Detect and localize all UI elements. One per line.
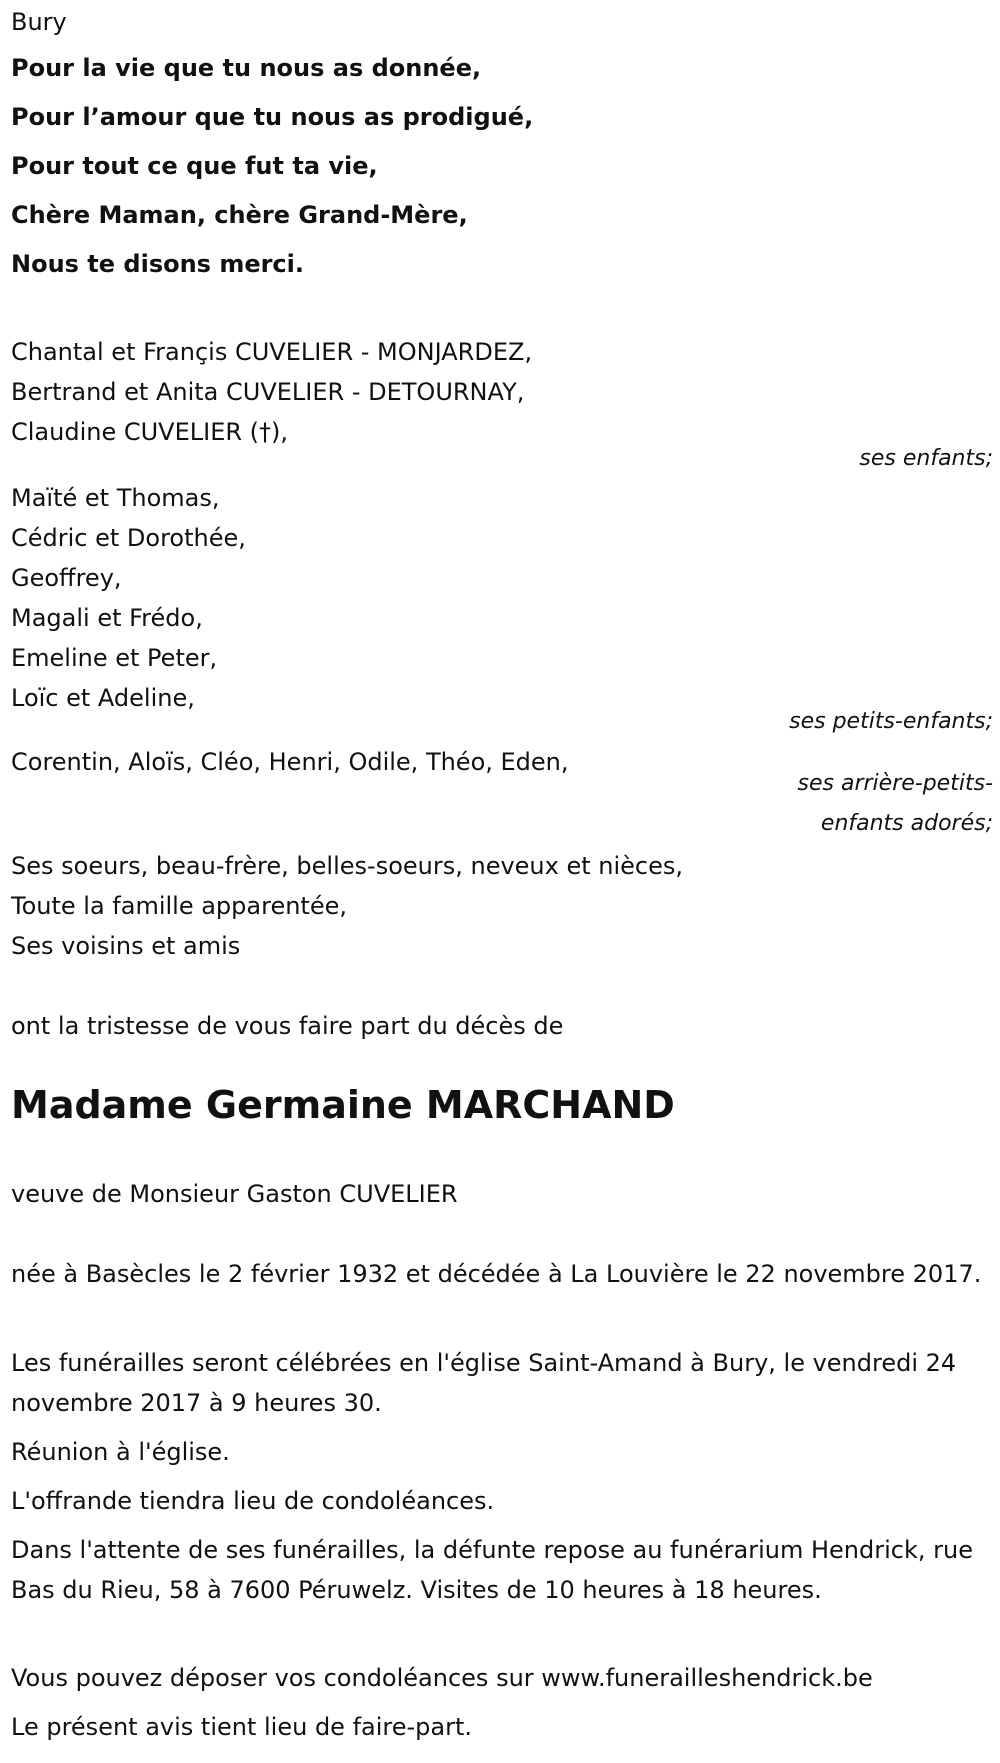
poem-line: Nous te disons merci. — [11, 250, 305, 278]
meeting-paragraph: Réunion à l'église. — [11, 1438, 230, 1466]
grandchild-name: Emeline et Peter, — [11, 644, 218, 672]
poem-line: Pour la vie que tu nous as donnée, — [11, 54, 482, 82]
offering-paragraph: L'offrande tiendra lieu de condoléances. — [11, 1487, 495, 1515]
great-grandchildren-role-line: enfants adorés; — [820, 811, 993, 836]
grandchild-name: Loïc et Adeline, — [11, 684, 195, 712]
poem-block — [11, 44, 533, 289]
poem-line: Chère Maman, chère Grand-Mère, — [11, 201, 468, 229]
visitation-paragraph: Dans l'attente de ses funérailles, la défunte repose au funérarium Hendrick, rue Bas du Rieu, 58 à 7600 Péruwelz. Visites de 10 heures à 18 heures. — [11, 1536, 973, 1604]
children-list — [11, 332, 532, 452]
children-role: ses enfants; — [859, 446, 993, 471]
child-name: Claudine CUVELIER (†), — [11, 418, 289, 446]
deceased-name: Madame Germaine MARCHAND — [11, 1083, 675, 1127]
grandchild-name: Cédric et Dorothée, — [11, 524, 246, 552]
great-grandchildren-role-line: ses arrière-petits- — [797, 771, 993, 796]
child-name: Chantal et Françis CUVELIER - MONJARDEZ, — [11, 338, 533, 366]
grandchild-name: Geoffrey, — [11, 564, 122, 592]
poem-line: Pour tout ce que fut ta vie, — [11, 152, 378, 180]
funeral-paragraph: Les funérailles seront célébrées en l'église Saint-Amand à Bury, le vendredi 24 novembre 2017 à 9 heures 30. — [11, 1349, 957, 1417]
grandchild-name: Magali et Frédo, — [11, 604, 203, 632]
spouse-line: veuve de Monsieur Gaston CUVELIER — [11, 1180, 458, 1208]
others-line: Ses soeurs, beau-frère, belles-soeurs, neveux et nièces, — [11, 852, 684, 880]
others-line: Ses voisins et amis — [11, 932, 241, 960]
grandchild-name: Maïté et Thomas, — [11, 484, 220, 512]
announcement-text: ont la tristesse de vous faire part du décès de — [11, 1012, 564, 1040]
birth-death-paragraph: née à Basècles le 2 février 1932 et décédée à La Louvière le 22 novembre 2017. — [11, 1260, 982, 1288]
great-grandchildren-names: Corentin, Aloïs, Cléo, Henri, Odile, Théo, Eden, — [11, 748, 569, 776]
poem-line: Pour l’amour que tu nous as prodigué, — [11, 103, 534, 131]
child-name: Bertrand et Anita CUVELIER - DETOURNAY, — [11, 378, 525, 406]
grandchildren-role: ses petits-enfants; — [789, 709, 993, 734]
others-list — [11, 846, 683, 966]
grandchildren-list — [11, 478, 246, 718]
others-line: Toute la famille apparentée, — [11, 892, 347, 920]
condolences-paragraph: Vous pouvez déposer vos condoléances sur www.funerailleshendrick.be — [11, 1664, 873, 1692]
great-grandchildren-role — [0, 764, 993, 844]
notice-paragraph: Le présent avis tient lieu de faire-part. — [11, 1713, 473, 1741]
place-heading: Bury — [11, 8, 67, 36]
